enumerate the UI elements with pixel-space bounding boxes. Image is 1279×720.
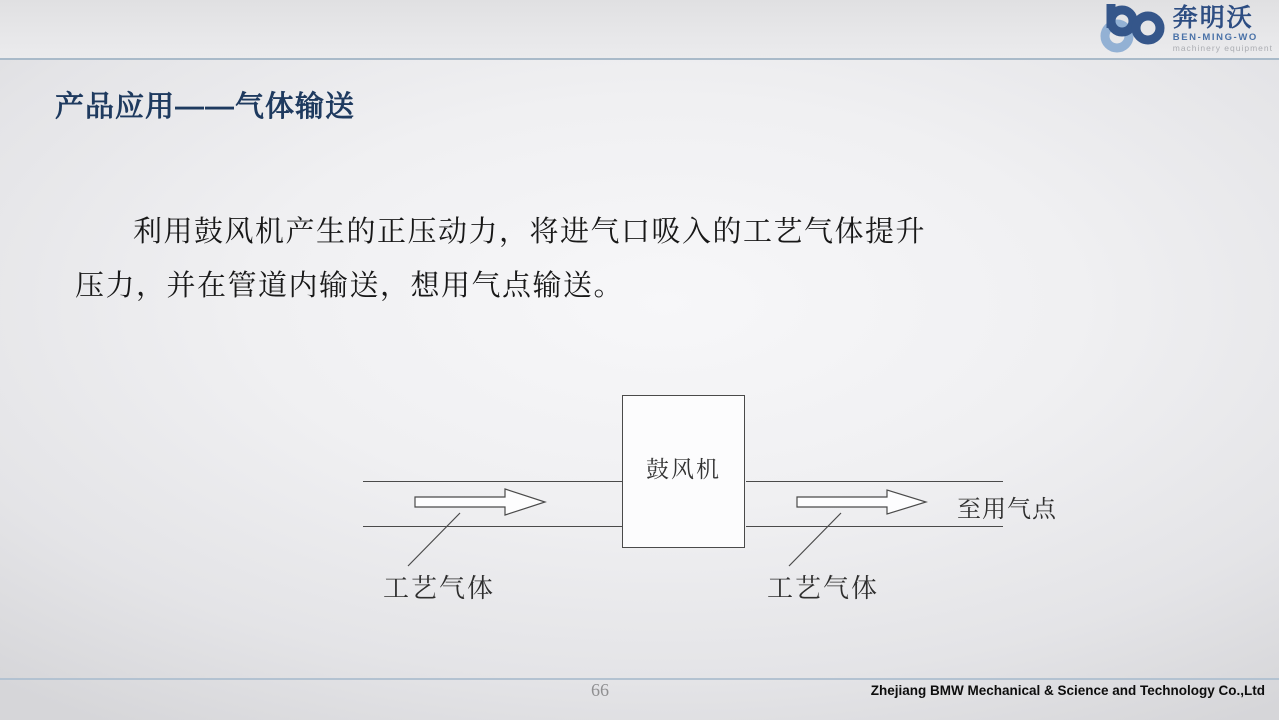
gas-use-point-label: 至用气点 [957, 496, 1057, 523]
slide-title: 产品应用——气体输送 [55, 91, 356, 123]
blower-box [622, 395, 745, 548]
company-name: Zhejiang BMW Mechanical & Science and Technology Co.,Ltd [870, 683, 1265, 698]
leader-line [785, 509, 845, 574]
inlet-pipe-top-line [363, 481, 622, 482]
logo-brand-chinese: 奔明沃 [1172, 4, 1254, 32]
blower-box-label: 鼓风机 [646, 456, 721, 482]
logo-tagline: machinery equipment [1172, 42, 1273, 53]
body-text-line-2: 压力，并在管道内输送，想用气点输送。 [75, 270, 625, 302]
company-logo [1097, 1, 1273, 57]
logo-brand-english: BEN-MING-WO [1172, 32, 1258, 43]
logo-text-block [1173, 6, 1273, 52]
outlet-gas-label: 工艺气体 [767, 573, 880, 603]
inlet-gas-label: 工艺气体 [383, 573, 496, 603]
leader-line [404, 509, 464, 574]
inlet-pipe-bottom-line [363, 526, 622, 527]
header-bar [0, 0, 1279, 60]
body-text-line-1: 利用鼓风机产生的正压动力，将进气口吸入的工艺气体提升 [133, 216, 927, 248]
outlet-pipe-top-line [746, 481, 1003, 482]
logo-icon [1097, 0, 1169, 59]
page-number: 66 [591, 680, 609, 700]
